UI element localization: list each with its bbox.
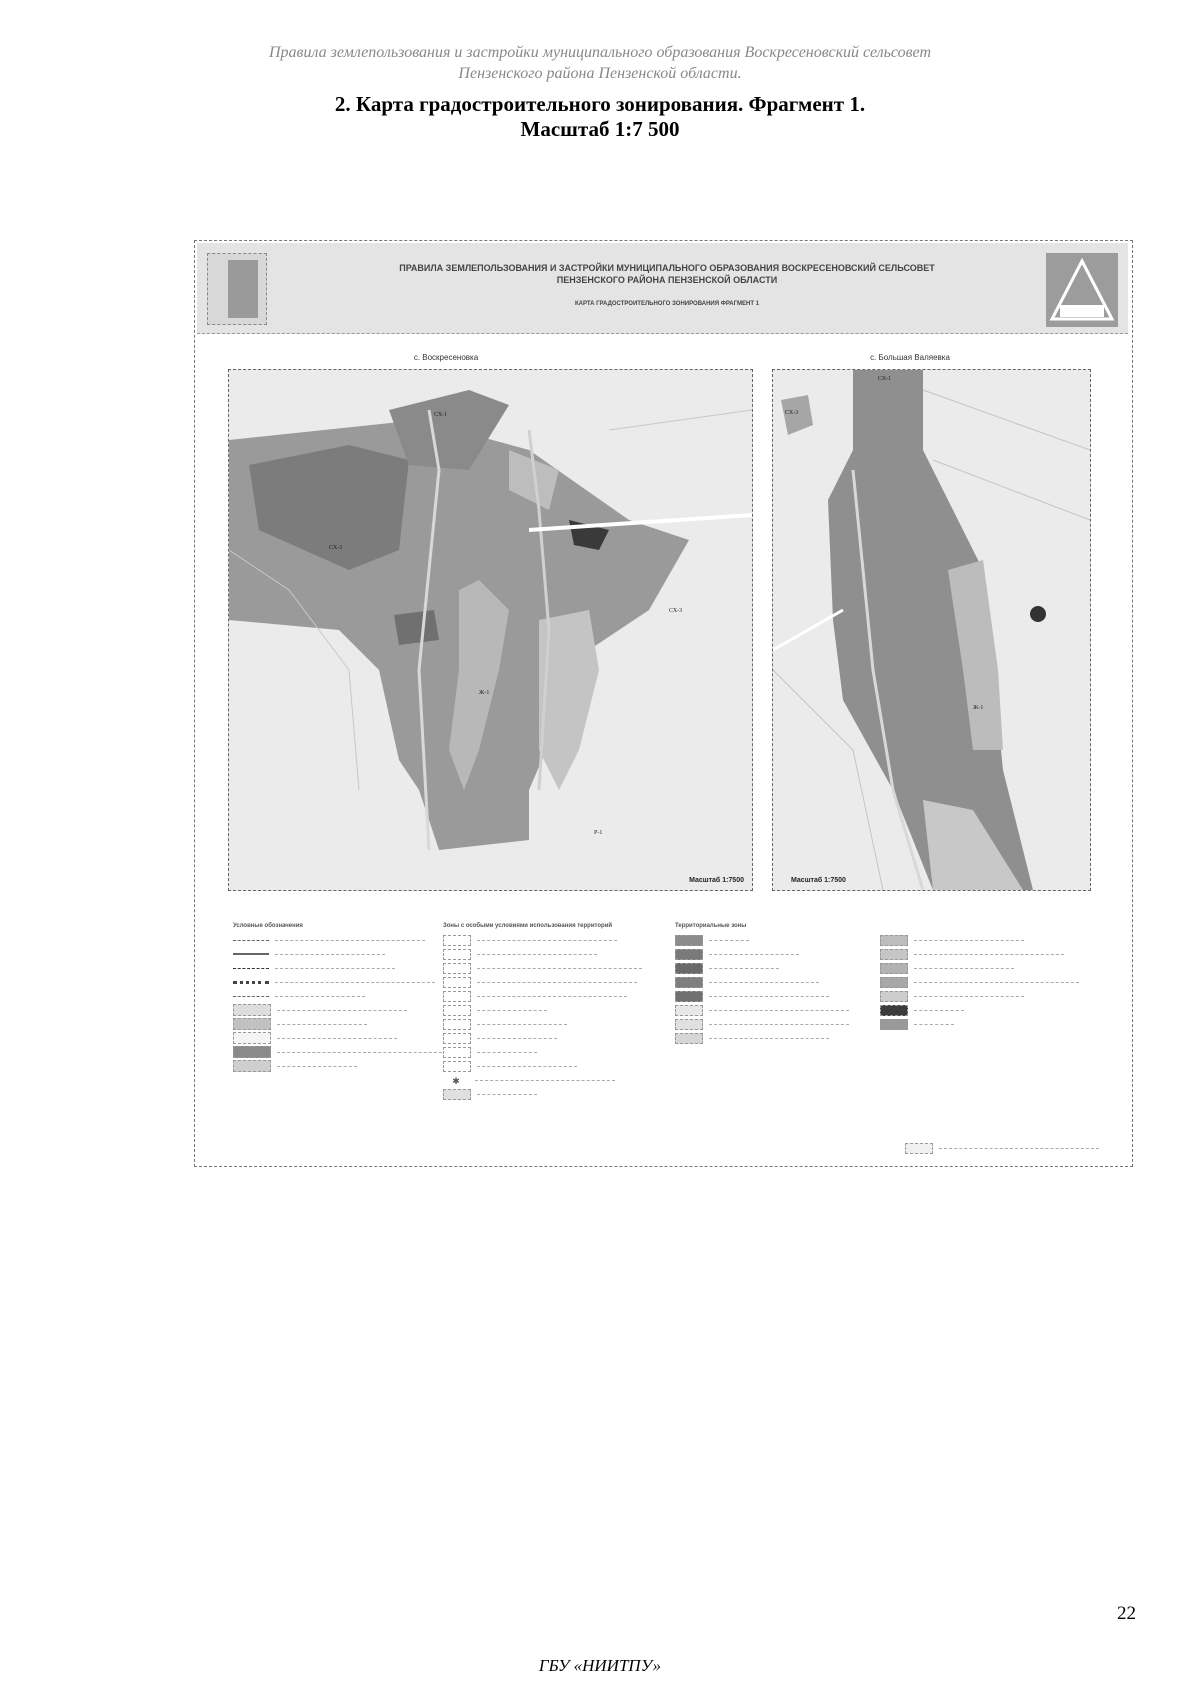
legend-item	[443, 1059, 653, 1073]
page-number: 22	[1117, 1603, 1136, 1624]
legend-item	[675, 1031, 880, 1045]
legend-column-territorial-zones	[675, 923, 1095, 1045]
legend-item	[443, 961, 653, 975]
zone-label: СХ-3	[785, 410, 799, 416]
zone-label: СХ-1	[434, 412, 448, 418]
legend-column-conventional-signs	[233, 923, 463, 1073]
legend-item	[443, 933, 653, 947]
legend-item	[443, 1017, 653, 1031]
map-right-title: с. Большая Валяевка	[870, 353, 950, 362]
legend-item	[880, 933, 1085, 947]
sheet-title-band	[197, 243, 1128, 334]
sheet-title-2: ПЕНЗЕНСКОГО РАЙОНА ПЕНЗЕНСКОЙ ОБЛАСТИ	[556, 275, 778, 285]
legend-item	[443, 1031, 653, 1045]
map-bolshaya-valyaevka-graphic	[773, 370, 1090, 890]
running-header-line-1: Правила землепользования и застройки муниципального образования Воскресеновский сельсовет	[269, 44, 931, 61]
legend-column-special-zones	[443, 923, 653, 1101]
institute-logo	[1046, 253, 1118, 327]
legend-item	[233, 975, 463, 989]
legend-item	[443, 1087, 653, 1101]
section-title: 2. Карта градостроительного зонирования. Фрагмент 1.	[334, 92, 866, 116]
legend-item	[233, 947, 463, 961]
legend-item	[233, 961, 463, 975]
legend-item	[443, 1003, 653, 1017]
zone-label: СХ-3	[669, 608, 683, 614]
legend-item	[443, 947, 653, 961]
running-header-line-2: Пензенского района Пензенской области.	[458, 65, 742, 82]
legend-item	[675, 975, 880, 989]
section-subtitle-scale: Масштаб 1:7 500	[520, 117, 680, 141]
legend-item	[233, 1017, 463, 1031]
legend-item	[675, 1017, 880, 1031]
legend-item	[880, 975, 1085, 989]
legend-heading: Территориальные зоны	[675, 923, 747, 929]
map-left-title: с. Воскресеновка	[413, 353, 479, 362]
legend-item	[233, 1059, 463, 1073]
zone-label: СХ-1	[878, 376, 892, 382]
legend-item	[675, 961, 880, 975]
legend-item	[880, 1003, 1085, 1017]
zoning-map-sheet	[194, 240, 1133, 1167]
map-bolshaya-valyaevka	[772, 369, 1091, 891]
legend-item	[443, 975, 653, 989]
legend-item	[905, 1143, 1099, 1154]
map-right-scale: Масштаб 1:7500	[791, 877, 846, 884]
zone-label: Ж-1	[479, 690, 490, 696]
legend-item	[880, 961, 1085, 975]
coat-of-arms-emblem	[207, 253, 267, 325]
map-voskresenovka	[228, 369, 753, 891]
sheet-subtitle: КАРТА ГРАДОСТРОИТЕЛЬНОГО ЗОНИРОВАНИЯ ФРАГМЕНТ 1	[574, 301, 760, 307]
footer-organization: ГБУ «НИИТПУ»	[538, 1656, 662, 1675]
legend-item	[233, 1045, 463, 1059]
sheet-title-1: ПРАВИЛА ЗЕМЛЕПОЛЬЗОВАНИЯ И ЗАСТРОЙКИ МУНИЦИПАЛЬНОГО ОБРАЗОВАНИЯ ВОСКРЕСЕНОВСКИЙ СЕЛЬСОВЕТ	[399, 263, 935, 273]
legend-item	[443, 1045, 653, 1059]
legend-item	[675, 1003, 880, 1017]
legend-item	[233, 1031, 463, 1045]
legend-heading: Условные обозначения	[233, 923, 303, 929]
zone-label: Р-1	[594, 830, 603, 836]
legend-item: ✱	[443, 1073, 653, 1087]
legend-item	[880, 947, 1085, 961]
legend-item	[233, 989, 463, 1003]
legend-heading: Зоны с особыми условиями использования территорий	[443, 923, 613, 929]
legend-item	[675, 989, 880, 1003]
legend-item	[880, 1017, 1085, 1031]
map-left-scale: Масштаб 1:7500	[689, 877, 744, 884]
legend-item	[233, 1003, 463, 1017]
legend-item	[675, 947, 880, 961]
legend-item	[443, 989, 653, 1003]
legend-item	[675, 933, 880, 947]
legend-item	[880, 989, 1085, 1003]
legend-item	[233, 933, 463, 947]
zone-label: СХ-3	[329, 545, 343, 551]
zone-label: Ж-1	[973, 705, 984, 711]
map-voskresenovka-graphic	[229, 370, 752, 890]
